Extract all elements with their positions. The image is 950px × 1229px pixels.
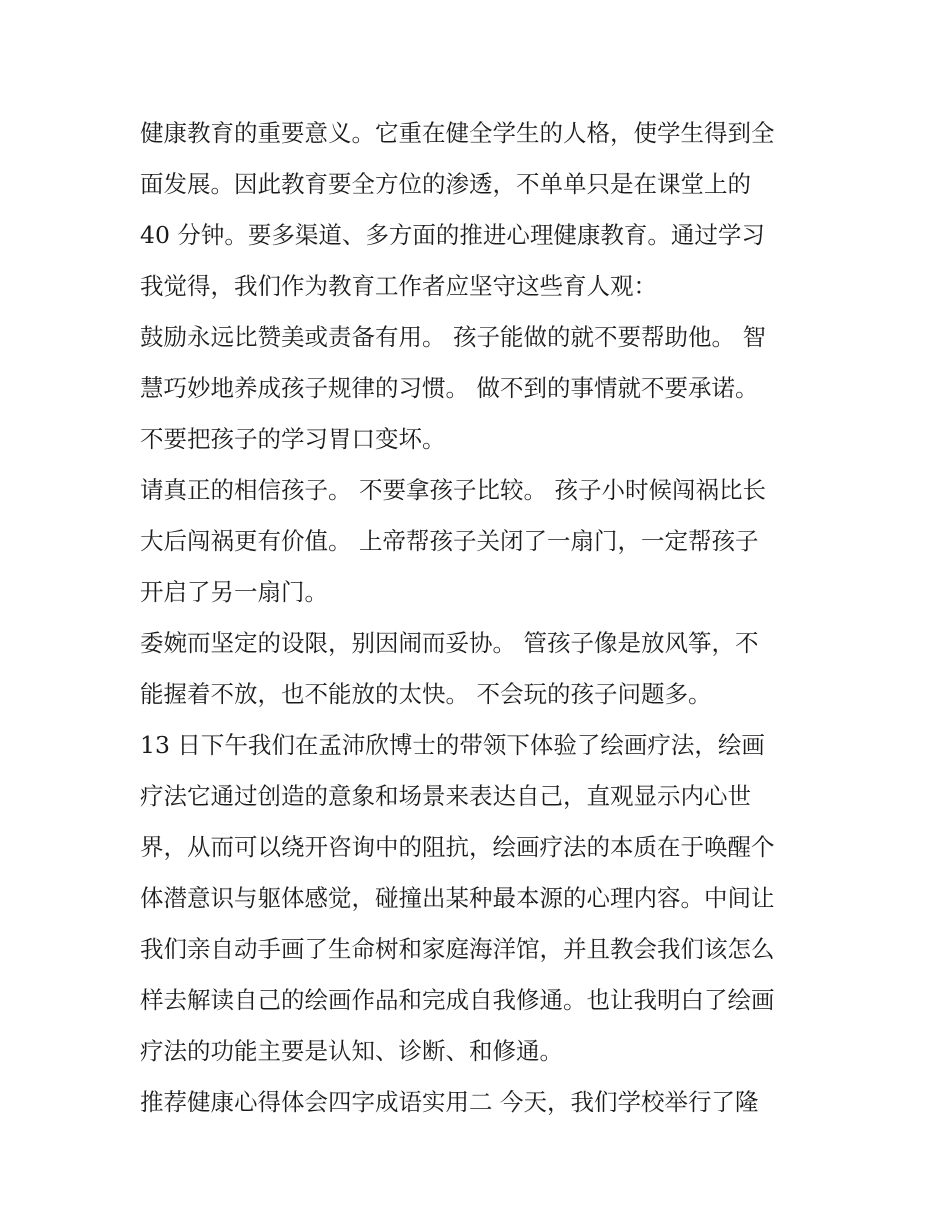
text-line: 我们亲自动手画了生命树和家庭海洋馆，并且教会我们该怎么 xyxy=(140,935,775,963)
text-line: 鼓励永远比赞美或责备有用。 孩子能做的就不要帮助他。 智 xyxy=(140,323,766,351)
text-line: 疗法的功能主要是认知、诊断、和修通。 xyxy=(140,1037,563,1065)
text-line: 不要把孩子的学习胃口变坏。 xyxy=(140,425,446,453)
body-text xyxy=(140,108,820,1128)
text-line: 慧巧妙地养成孩子规律的习惯。 做不到的事情就不要承诺。 xyxy=(140,374,759,402)
text-line: 界，从而可以绕开咨询中的阻抗，绘画疗法的本质在于唤醒个 xyxy=(140,833,775,861)
text-line: 委婉而坚定的设限，别因闹而妥协。 管孩子像是放风筝，不 xyxy=(140,629,759,657)
text-line: 健康教育的重要意义。它重在健全学生的人格，使学生得到全 xyxy=(140,119,775,147)
text-line: 我觉得，我们作为教育工作者应坚守这些育人观： xyxy=(140,272,657,300)
text-line: 请真正的相信孩子。 不要拿孩子比较。 孩子小时候闯祸比长 xyxy=(140,476,766,504)
text-line: 能握着不放，也不能放的太快。 不会玩的孩子问题多。 xyxy=(140,680,712,708)
text-line: 疗法它通过创造的意象和场景来表达自己，直观显示内心世 xyxy=(140,782,751,810)
text-line: 开启了另一扇门。 xyxy=(140,578,328,606)
text-line: 40 分钟。要多渠道、多方面的推进心理健康教育。通过学习 xyxy=(140,221,765,249)
text-line: 推荐健康心得体会四字成语实用二 今天，我们学校举行了隆 xyxy=(140,1088,759,1116)
text-line: 面发展。因此教育要全方位的渗透，不单单只是在课堂上的 xyxy=(140,170,751,198)
text-line: 样去解读自己的绘画作品和完成自我修通。也让我明白了绘画 xyxy=(140,986,775,1014)
text-line: 体潜意识与躯体感觉，碰撞出某种最本源的心理内容。中间让 xyxy=(140,884,775,912)
text-line: 13 日下午我们在孟沛欣博士的带领下体验了绘画疗法，绘画 xyxy=(140,731,765,759)
text-line: 大后闯祸更有价值。 上帝帮孩子关闭了一扇门，一定帮孩子 xyxy=(140,527,759,555)
